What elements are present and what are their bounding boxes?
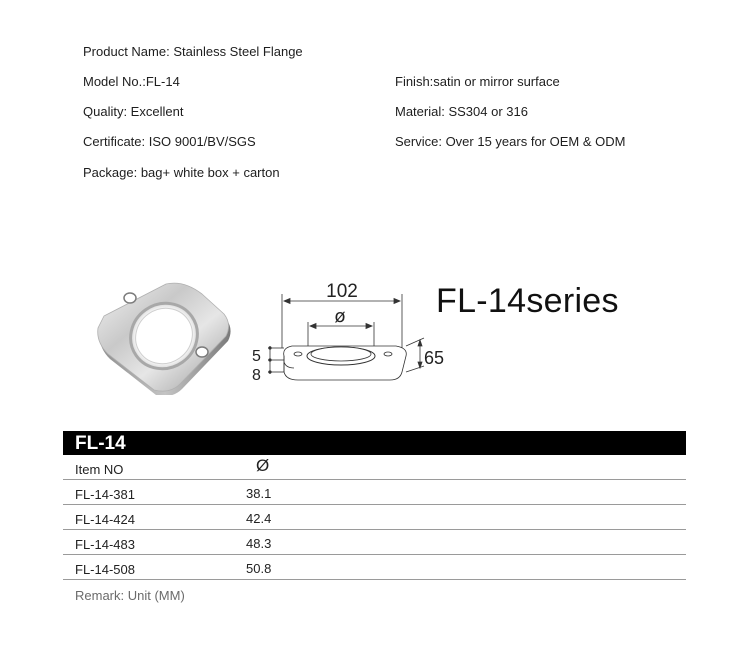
spec-service: Service: Over 15 years for OEM & ODM [395, 134, 626, 149]
spec-package: Package: bag+ white box + carton [83, 165, 280, 180]
series-title: FL-14series [436, 282, 619, 320]
table-title: FL-14 [75, 433, 126, 454]
table-header [63, 431, 686, 455]
column-header-diameter: Ø [256, 456, 270, 475]
thickness-top-label: 5 [252, 348, 261, 365]
spec-quality: Quality: Excellent [83, 104, 184, 119]
diameter-cell: 38.1 [246, 486, 272, 501]
diameter-cell: 42.4 [246, 511, 272, 526]
item-no-cell: FL-14-381 [75, 487, 135, 502]
spec-material: Material: SS304 or 316 [395, 104, 528, 119]
table-row [63, 480, 686, 505]
column-header-item-no: Item NO [75, 462, 124, 477]
table-row [63, 530, 686, 555]
thickness-bottom-label: 8 [252, 367, 261, 384]
table-column-header-row [63, 455, 686, 480]
spec-model-no: Model No.:FL-14 [83, 74, 180, 89]
depth-dimension-label: 65 [424, 348, 445, 368]
item-no-cell: FL-14-483 [75, 537, 135, 552]
diameter-cell: 48.3 [246, 536, 272, 551]
flange-photo [92, 280, 232, 395]
remark-text: Remark: Unit (MM) [75, 588, 185, 603]
spec-product-name: Product Name: Stainless Steel Flange [83, 44, 303, 59]
table-row [63, 505, 686, 530]
table-row [63, 555, 686, 580]
width-dimension-label: 102 [326, 281, 358, 302]
spec-finish: Finish:satin or mirror surface [395, 74, 560, 89]
diameter-cell: 50.8 [246, 561, 272, 576]
item-no-cell: FL-14-508 [75, 562, 135, 577]
spec-certificate: Certificate: ISO 9001/BV/SGS [83, 134, 256, 149]
diameter-symbol-label: ø [334, 306, 346, 327]
flange-technical-drawing [246, 276, 456, 396]
item-no-cell: FL-14-424 [75, 512, 135, 527]
